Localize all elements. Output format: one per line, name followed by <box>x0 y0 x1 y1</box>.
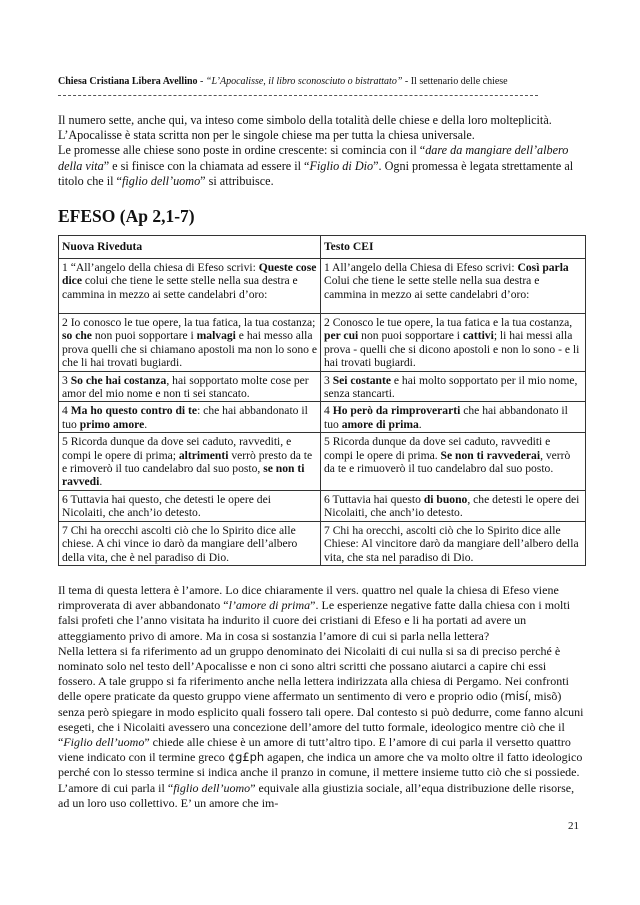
text-run: ” chiede alle chiese è un amore di tutt’altro tipo. E l’amore di cui parla il versetto quattro viene indicato con il termine greco <box>58 735 571 765</box>
verse-cell-cei <box>321 521 586 565</box>
text-run: colui che tiene le sette stelle nella sua destra e cammina in mezzo ai sette candelabri d’oro: <box>62 274 298 301</box>
intro-text <box>58 113 584 189</box>
text-run: Il tema di questa lettera è l’amore. Lo dice chiaramente il vers. quattro nel quale la chiesa di Efeso viene rimproverata di aver abbandonato “ <box>58 583 559 613</box>
text-run: , che detesti le opere dei Nicolaiti, che anch’io detesto. <box>324 492 580 520</box>
text-run: agapen, che indica un amore che va molto oltre il fatto ideologico perché con lo stesso termine si indica anche il pranzo in comune, il mettere insieme tutto ciò che si possiede. L’amore di cui parla il “ <box>58 750 583 795</box>
bold-text: Ma ho questo contro di te <box>70 404 198 418</box>
bold-text: malvagi <box>196 329 236 343</box>
column-header-nuova-riveduta: Nuova Riveduta <box>59 236 321 259</box>
verse-cell-nr <box>59 259 321 314</box>
italic-text: l’amore di prima <box>228 598 311 613</box>
bold-text: amore di prima <box>341 417 419 431</box>
greek-term: misí <box>504 689 528 704</box>
text-run: 3 <box>324 373 333 387</box>
page-number: 21 <box>568 820 579 832</box>
header-book-title: “L’Apocalisse, il libro sconosciuto o bistrattato” <box>205 76 403 87</box>
section-title: EFESO (Ap 2,1-7) <box>58 206 195 226</box>
verse-cell-nr <box>59 490 321 521</box>
greek-term: ¢g£ph <box>227 750 265 765</box>
text-run: e hai messo alla prova quelli che si chiamano apostoli ma non lo sono e che li hai trovati bugiardi. <box>62 329 318 370</box>
text-run: ; li hai messi alla prova - quelli che si dicono apostoli e non lo sono - e li hai trovati bugiardi. <box>324 329 580 370</box>
bold-text: So che hai costanza <box>70 373 167 387</box>
bold-text: se non ti ravvedi <box>62 462 305 489</box>
column-header-testo-cei: Testo CEI <box>321 236 586 259</box>
text-run: non puoi sopportare i <box>358 329 463 343</box>
text-run: Le promesse alle chiese sono poste in ordine crescente: si comincia con il “ <box>58 143 426 158</box>
text-run: 6 Tuttavia hai questo, che detesti le opere dei Nicolaiti, che anch’io detesto. <box>62 492 271 520</box>
text-run: ”. Le esperienze negative fatte dalla chiesa con i molti falsi profeti che l’anno visitata ha indurito il cuore dei cristiani di Efeso e li ha portati ad avere un atteggiamento privo di amore. Ma in cosa si sostanzia l’amore di cui si parla nella lettera? <box>58 598 571 643</box>
table-row <box>59 314 586 372</box>
text-run: verrò presto da te e rimoverò il tuo candelabro dal suo posto, <box>62 448 313 476</box>
italic-text: Figlio dell’uomo <box>63 735 145 750</box>
table-row <box>59 402 586 433</box>
bold-text: Se non ti ravvederai <box>440 448 541 462</box>
text-run: Nella lettera si fa riferimento ad un gruppo denominato dei Nicolaiti di cui nulla si sa di preciso perché è nominato solo nel testo dell’Apocalisse e non ci sono altri scritti che possano aiutarci a capire chi essi fossero. A tale gruppo si fa riferimento anche nella lettera indirizzata alla chiesa di Pergamo. Nei confronti delle opere praticate da questo gruppo viene affermato un sentimento di vero e proprio odio ( <box>58 643 569 704</box>
text-run: Colui che tiene le sette stelle nella sua destra e cammina in mezzo ai sette candelabri d’oro: <box>324 274 540 301</box>
verse-cell-cei <box>321 490 586 521</box>
table-header-row <box>59 236 586 259</box>
text-run: 5 Ricorda dunque da dove sei caduto, ravvediti e compi le opere di prima. <box>324 435 551 462</box>
header-chapter: - Il settenario delle chiese <box>402 76 508 87</box>
table-row <box>59 490 586 521</box>
text-run: Il numero sette, anche qui, va inteso come simbolo della totalità delle chiese e della loro molteplicità. <box>58 113 552 127</box>
verse-cell-cei <box>321 371 586 402</box>
text-run: , hai sopportato molte cose per amor del mio nome e non ti sei stancato. <box>62 373 309 401</box>
italic-text: Figlio di Dio <box>309 158 374 173</box>
text-run: 2 Io conosco le tue opere, la tua fatica, la tua costanza; <box>62 316 316 329</box>
text-run: ” e si finisce con la chiamata ad essere il “ <box>103 158 310 173</box>
commentary-paragraph <box>58 644 584 811</box>
text-run: , misõ) senza però spiegare in modo esplicito quali fossero tali opere. Dal contesto si può dedurre, come fanno alcuni esegeti, che i Nicolaiti avessero una concezione dell’amore del tutto formale, ideologico mentre ciò che il “ <box>58 689 584 750</box>
text-run: 7 Chi ha orecchi ascolti ciò che lo Spirito dice alle chiese. A chi vince io darò da mangiare dell’albero della vita, che è nel paradiso di Dio. <box>62 523 298 564</box>
text-run: L’Apocalisse è stata scritta non per le singole chiese ma per tutta la chiesa universale. <box>58 128 475 143</box>
text-run: . <box>418 417 422 431</box>
bold-text: so che <box>62 329 92 343</box>
italic-text: figlio dell’uomo <box>173 780 251 795</box>
header-sep: - <box>197 76 206 87</box>
intro-paragraph <box>58 143 584 189</box>
verse-cell-nr <box>59 402 321 433</box>
text-run: ” si attribuisce. <box>200 173 274 188</box>
intro-paragraph <box>58 128 584 143</box>
bold-text: di buono <box>423 492 468 506</box>
bold-text: Queste cose dice <box>62 261 317 288</box>
text-run: 4 <box>62 404 71 418</box>
text-run: ” equivale alla giustizia sociale, all’equa distribuzione delle risorse, ad un loro uso collettivo. E’ un amore che im- <box>58 780 575 810</box>
verse-cell-nr <box>59 521 321 565</box>
bold-text: Così parla <box>517 261 569 274</box>
text-run: : che hai abbandonato il tuo <box>62 404 308 431</box>
verse-cell-cei <box>321 433 586 491</box>
intro-paragraph <box>58 113 584 128</box>
text-run: 1 All’angelo della Chiesa di Efeso scrivi: <box>324 261 518 274</box>
commentary-text <box>58 583 584 811</box>
text-run: che hai abbandonato il tuo <box>324 404 568 431</box>
verse-cell-cei <box>321 259 586 314</box>
text-run: ”. Ogni promessa è legata strettamente al titolo che il “ <box>58 158 574 188</box>
table-row <box>59 521 586 565</box>
text-run: 2 Conosco le tue opere, la tua fatica e la tua costanza, <box>324 316 573 329</box>
text-run: 7 Chi ha orecchi, ascolti ciò che lo Spirito dice alle Chiese: Al vincitore darò da mangiare dell’albero della vita, che sta nel paradiso di Dio. <box>324 523 579 564</box>
verse-cell-cei <box>321 402 586 433</box>
table-row <box>59 371 586 402</box>
text-run: e hai molto sopportato per il mio nome, senza stancarti. <box>324 373 578 401</box>
italic-text: figlio dell’uomo <box>121 173 201 188</box>
text-run: non puoi sopportare i <box>91 329 197 343</box>
text-run: , verrò da te e rimuoverò il tuo candelabro dal suo posto. <box>324 448 571 476</box>
bold-text: Ho però da rimproverarti <box>332 404 461 418</box>
bold-text: cattivi <box>462 329 494 343</box>
header-rule <box>58 95 538 96</box>
text-run: . <box>99 475 103 489</box>
bold-text: primo amore <box>79 417 145 431</box>
verse-cell-nr <box>59 314 321 372</box>
verse-cell-nr <box>59 433 321 491</box>
commentary-paragraph <box>58 583 584 644</box>
text-run: 5 Ricorda dunque da dove sei caduto, ravvediti, e compi le opere di prima; <box>62 435 292 462</box>
text-run: 1 <box>62 261 71 274</box>
comparison-table <box>58 235 586 566</box>
text-run: 3 <box>62 373 71 387</box>
running-header <box>58 76 584 88</box>
text-run: . <box>144 417 148 431</box>
bold-text: altrimenti <box>178 448 229 462</box>
verse-cell-nr <box>59 371 321 402</box>
verse-cell-cei <box>321 314 586 372</box>
table-row <box>59 433 586 491</box>
table-row <box>59 259 586 314</box>
italic-text: dare da mangiare dell’albero della vita <box>58 143 569 173</box>
bold-text: Sei costante <box>332 373 391 387</box>
text-run: 4 <box>324 404 333 418</box>
bold-text: per cui <box>324 329 359 343</box>
text-run: 6 Tuttavia hai questo <box>324 492 424 506</box>
header-org: Chiesa Cristiana Libera Avellino <box>58 76 198 87</box>
text-run: “All’angelo della chiesa di Efeso scrivi: <box>70 261 259 274</box>
